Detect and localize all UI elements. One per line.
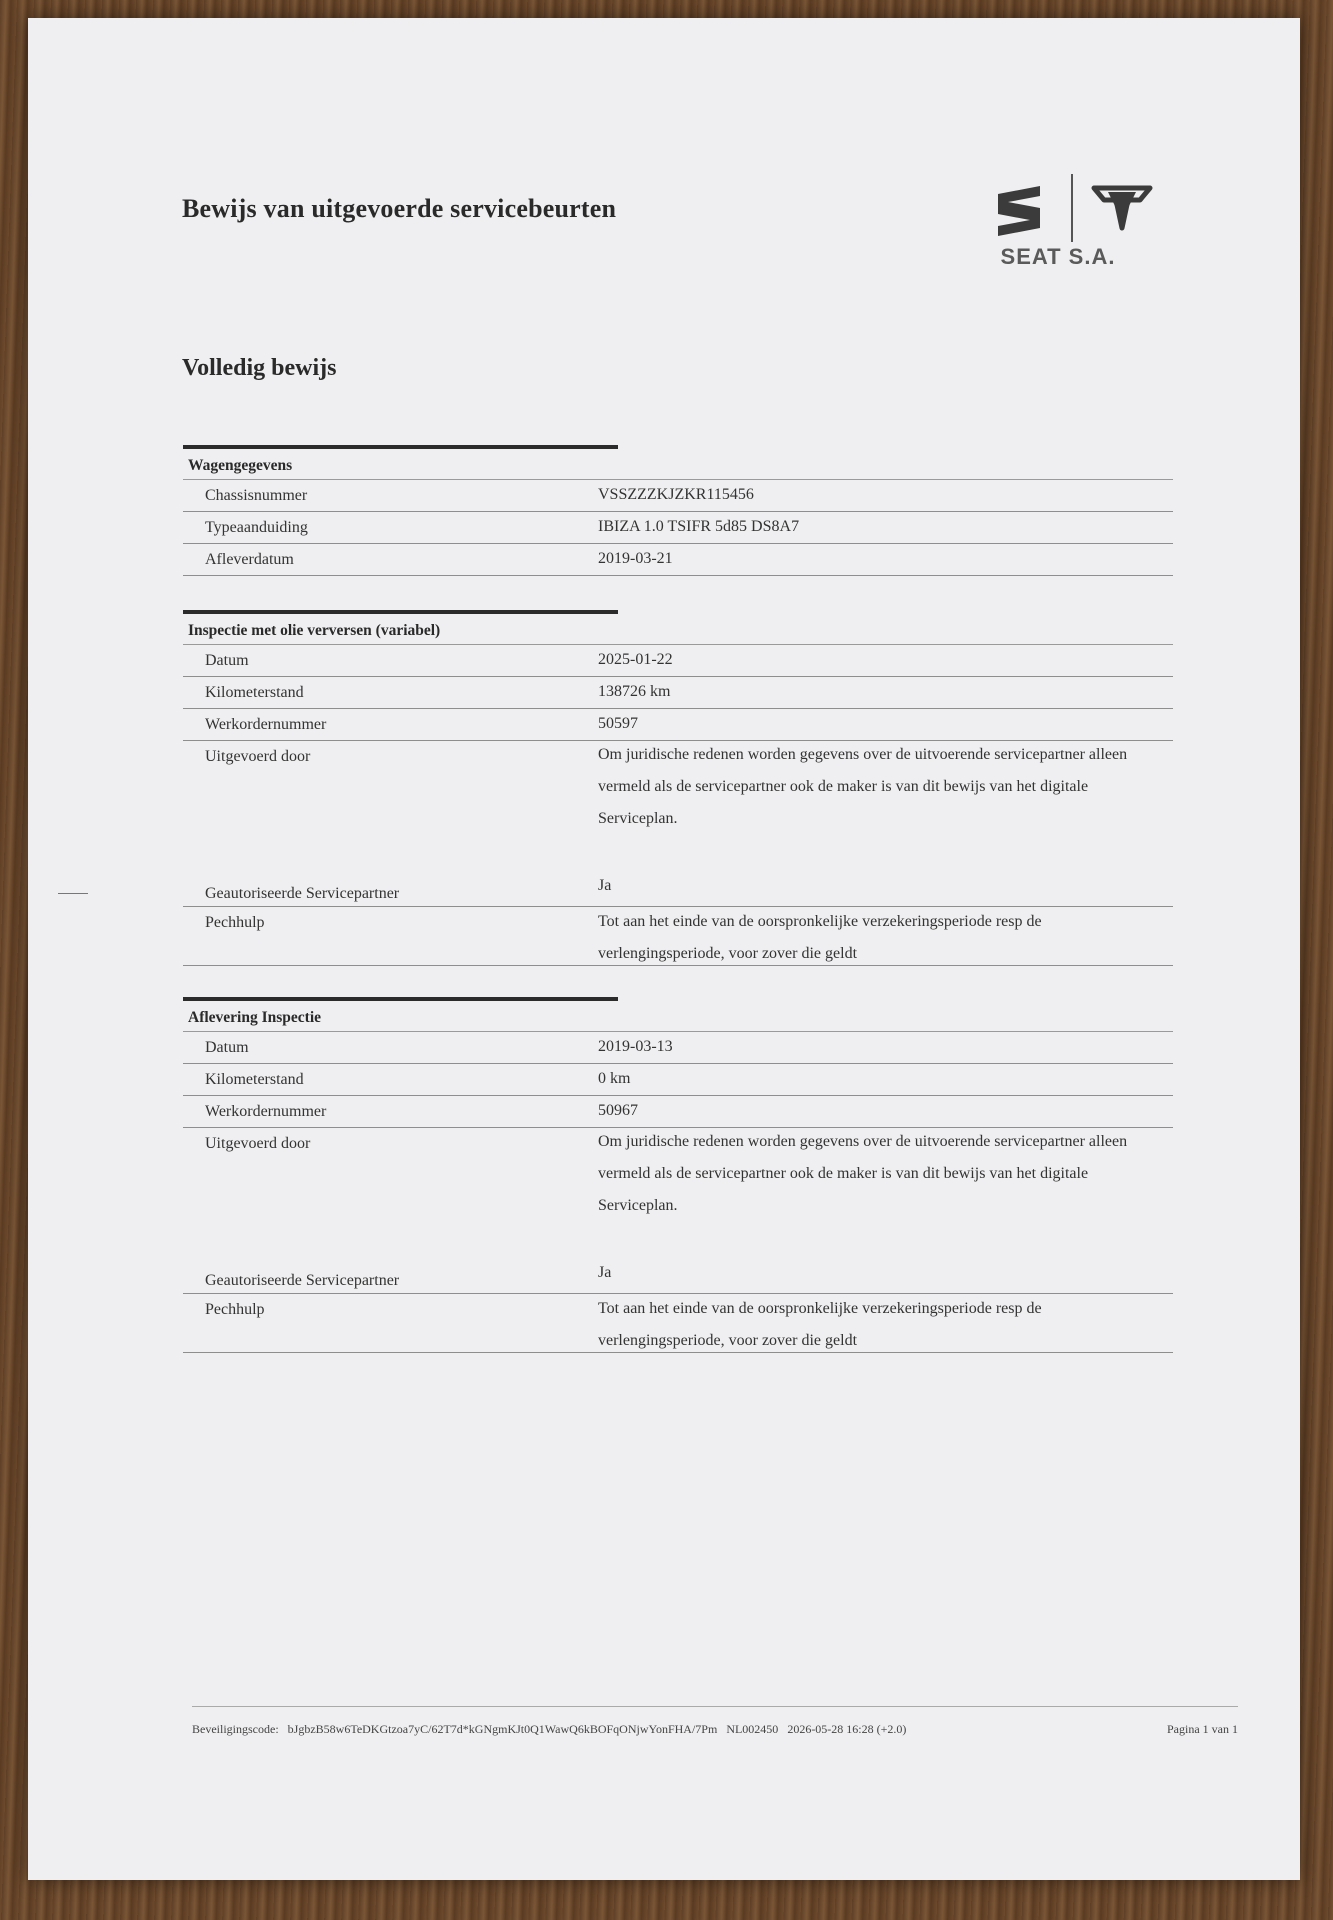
row-value: Om juridische redenen worden gegevens over de uitvoerende servicepartner alleen vermeld als de servicepartner ook de maker is van dit bewijs van het digitale Serviceplan. (598, 1133, 1128, 1214)
table-row (183, 512, 1173, 544)
row-label: Kilometerstand (205, 684, 304, 701)
document-subtitle: Volledig bewijs (182, 355, 337, 381)
section-heading: Inspectie met olie verversen (variabel) (183, 614, 1173, 645)
page-current: 1 (1202, 1722, 1209, 1736)
table-row (183, 1096, 1173, 1128)
table-row (183, 1261, 1173, 1294)
row-label: Geautoriseerde Servicepartner (205, 885, 400, 902)
table-row (183, 874, 1173, 907)
row-label: Afleverdatum (205, 551, 294, 568)
document-page (28, 18, 1300, 1880)
margin-mark (58, 893, 88, 894)
page-total: 1 (1232, 1722, 1238, 1736)
table-row (183, 741, 1173, 874)
row-value: 138726 km (598, 683, 671, 700)
row-label: Werkordernummer (205, 716, 327, 733)
row-value: 2025-01-22 (598, 651, 673, 668)
row-label: Pechhulp (205, 914, 265, 931)
row-label: Typeaanduiding (205, 519, 308, 536)
timestamp: 2026-05-28 16:28 (+2.0) (787, 1722, 907, 1736)
row-value: 50967 (598, 1102, 638, 1119)
row-value: Tot aan het einde van de oorspronkelijke verzekeringsperiode resp de verlengingsperiode, voor zover die geldt (598, 913, 1042, 962)
footer-divider (192, 1706, 1238, 1707)
brand-logo (968, 168, 1168, 298)
table-row (183, 907, 1173, 966)
security-code: bJgbzB58w6TeDKGtzoa7yC/62T7d*kGNgmKJt0Q1WawQ6kBOFqONjwYonFHA/7Pm (287, 1722, 718, 1736)
row-value: IBIZA 1.0 TSIFR 5d85 DS8A7 (598, 518, 800, 535)
table-row (183, 709, 1173, 741)
table-row (183, 1128, 1173, 1261)
row-label: Chassisnummer (205, 487, 308, 504)
section-delivery-inspection (183, 997, 1173, 1353)
row-value: Ja (598, 877, 612, 894)
section-heading: Wagengegevens (183, 449, 1173, 480)
row-label: Kilometerstand (205, 1071, 304, 1088)
brand-text: SEAT S.A. (1000, 244, 1116, 269)
document-number: NL002450 (726, 1722, 779, 1736)
seat-logo-icon (998, 186, 1040, 236)
row-label: Werkordernummer (205, 1103, 327, 1120)
page-sep: van (1211, 1722, 1229, 1736)
section-heading: Aflevering Inspectie (183, 1001, 1173, 1032)
page-footer (192, 1722, 1238, 1737)
cupra-logo-icon (1094, 188, 1150, 228)
row-value: Om juridische redenen worden gegevens over de uitvoerende servicepartner alleen vermeld als de servicepartner ook de maker is van dit bewijs van het digitale Serviceplan. (598, 746, 1128, 827)
footer-security (192, 1722, 912, 1737)
row-label: Uitgevoerd door (205, 748, 311, 765)
table-row (183, 1032, 1173, 1064)
row-value: VSSZZZKJZKR115456 (598, 486, 754, 503)
row-value: 2019-03-21 (598, 550, 673, 567)
row-value: 0 km (598, 1070, 631, 1087)
row-value: 50597 (598, 715, 638, 732)
row-value: Ja (598, 1264, 612, 1281)
table-row (183, 645, 1173, 677)
row-label: Geautoriseerde Servicepartner (205, 1272, 400, 1289)
table-row (183, 1294, 1173, 1353)
table-row (183, 480, 1173, 512)
table-row (183, 544, 1173, 576)
document-title: Bewijs van uitgevoerde servicebeurten (182, 194, 617, 223)
row-label: Datum (205, 1039, 249, 1056)
security-label: Beveiligingscode: (192, 1722, 279, 1736)
row-value: 2019-03-13 (598, 1038, 673, 1055)
row-label: Uitgevoerd door (205, 1135, 311, 1152)
section-oil-inspection (183, 610, 1173, 966)
table-row (183, 1064, 1173, 1096)
page-label: Pagina (1167, 1722, 1200, 1736)
row-label: Datum (205, 652, 249, 669)
table-row (183, 677, 1173, 709)
section-vehicle-data (183, 445, 1173, 576)
row-label: Pechhulp (205, 1301, 265, 1318)
page-counter (1167, 1722, 1238, 1737)
row-value: Tot aan het einde van de oorspronkelijke verzekeringsperiode resp de verlengingsperiode, voor zover die geldt (598, 1300, 1042, 1349)
